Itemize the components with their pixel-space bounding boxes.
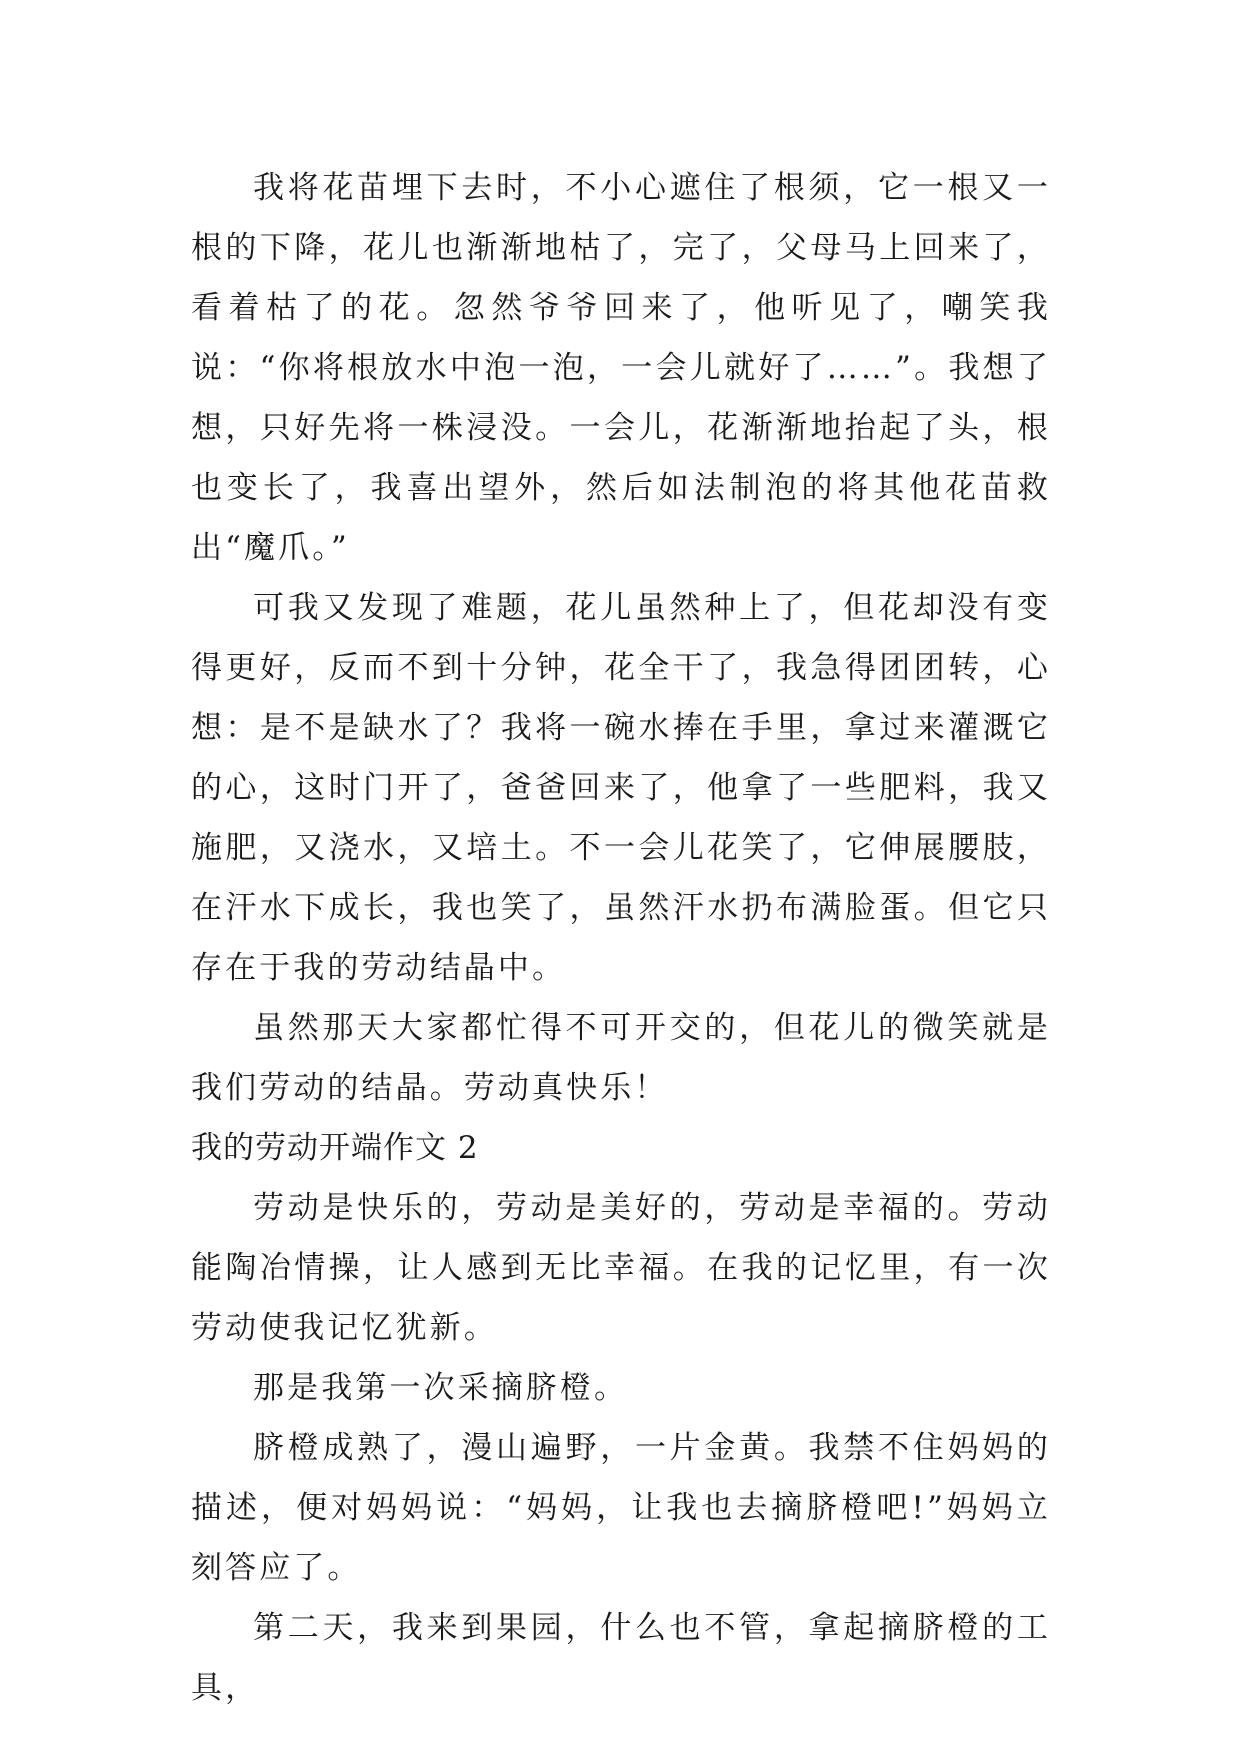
paragraph: 可我又发现了难题，花儿虽然种上了，但花却没有变得更好，反而不到十分钟，花全干了，我急得团团转，心想：是不是缺水了？我将一碗水捧在手里，拿过来灌溉它的心，这时门开了，爸爸回来了，他拿了一些肥料，我又施肥，又浇水，又培土。不一会儿花笑了，它伸展腰肢，在汗水下成长，我也笑了，虽然汗水扔布满脸蛋。但它只存在于我的劳动结晶中。 — [191, 590, 1051, 986]
section-heading: 我的劳动开端作文 2 — [191, 1130, 479, 1166]
paragraph: 那是我第一次采摘脐橙。 — [253, 1370, 629, 1406]
paragraph: 脐橙成熟了，漫山遍野，一片金黄。我禁不住妈妈的描述，便对妈妈说：“妈妈，让我也去摘脐橙吧!”妈妈立刻答应了。 — [191, 1430, 1051, 1586]
paragraph: 我将花苗埋下去时，不小心遮住了根须，它一根又一根的下降，花儿也渐渐地枯了，完了，父母马上回来了，看着枯了的花。忽然爷爷回来了，他听见了，嘲笑我说：“你将根放水中泡一泡，一会儿就好了……”。我想了想，只好先将一株浸没。一会儿，花渐渐地抬起了头，根也变长了，我喜出望外，然后如法制泡的将其他花苗救出“魔爪。” — [191, 170, 1051, 566]
paragraph: 劳动是快乐的，劳动是美好的，劳动是幸福的。劳动能陶冶情操，让人感到无比幸福。在我的记忆里，有一次劳动使我记忆犹新。 — [191, 1190, 1051, 1346]
paragraph: 虽然那天大家都忙得不可开交的，但花儿的微笑就是我们劳动的结晶。劳动真快乐！ — [191, 1010, 1051, 1106]
document-page — [191, 158, 1051, 1718]
paragraph: 第二天，我来到果园，什么也不管，拿起摘脐橙的工具， — [191, 1610, 1051, 1706]
